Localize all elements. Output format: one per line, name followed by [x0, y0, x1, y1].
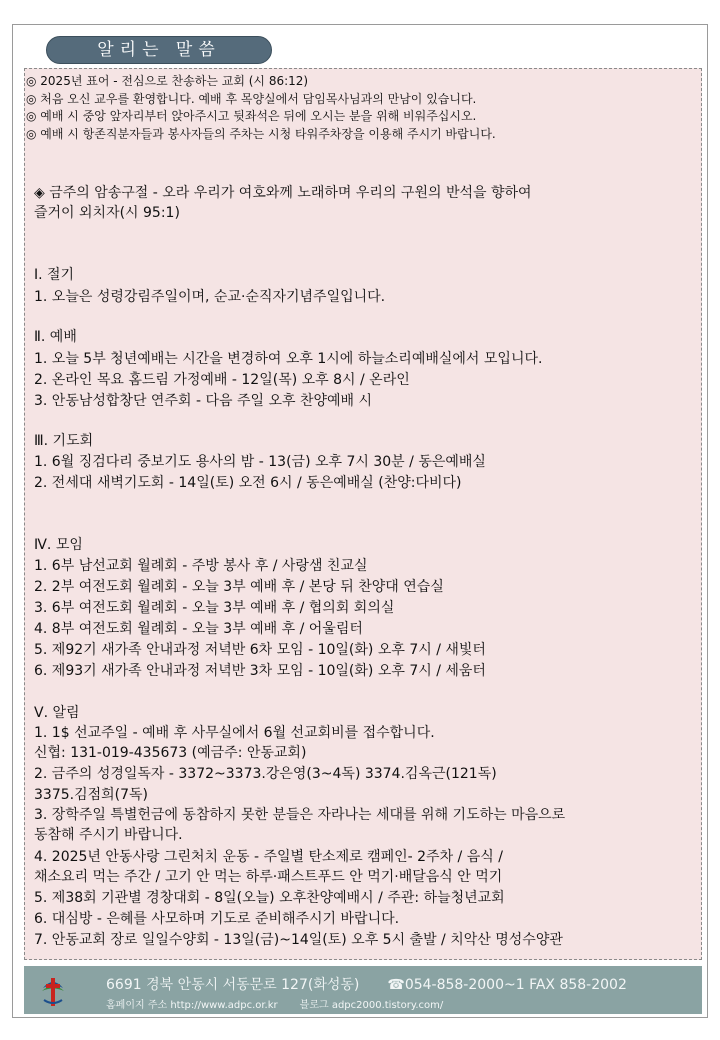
list-item: 1. 오늘은 성령강림주일이며, 순교·순직자기념주일입니다. [34, 289, 386, 305]
church-cross-logo-icon [40, 974, 66, 1012]
list-item-continuation: 동참해 주시기 바랍니다. [34, 827, 183, 843]
footer-address: 6691 경북 안동시 서동문로 127(화성동) [106, 977, 360, 993]
list-item: 5. 제92기 새가족 안내과정 저녁반 6차 모임 - 10일(화) 오후 7시 / 새빛터 [34, 642, 486, 658]
notice-motto: ◎ 2025년 표어 - 전심으로 찬송하는 교회 (시 86:12) [26, 74, 309, 88]
list-item: 3. 안동남성합창단 연주회 - 다음 주일 오후 찬양예배 시 [34, 393, 373, 409]
section-heading-prayer: Ⅲ. 기도회 [34, 433, 94, 449]
section-heading-meetings: Ⅳ. 모임 [34, 537, 83, 553]
list-item: 6. 대심방 - 은혜를 사모하며 기도로 준비해주시기 바랍니다. [34, 911, 400, 927]
memory-verse-line-1: ◈ 금주의 암송구절 - 오라 우리가 여호와께 노래하며 우리의 구원의 반석을 향하여 [34, 185, 532, 201]
section-heading-worship: Ⅱ. 예배 [34, 329, 77, 345]
list-item: 6. 제93기 새가족 안내과정 저녁반 3차 모임 - 10일(화) 오후 7시 / 세움터 [34, 663, 486, 679]
footer-contact-line [106, 974, 627, 994]
section-heading-announcements: Ⅴ. 알림 [34, 705, 80, 721]
list-item: 2. 2부 여전도회 월례회 - 오늘 3부 예배 후 / 본당 뒤 찬양대 연습실 [34, 579, 444, 595]
notice-parking: ◎ 예배 시 항존직분자들과 봉사자들의 주차는 시청 타워주차장을 이용해 주시기 바랍니다. [26, 127, 496, 141]
list-item: 1. 1$ 선교주일 - 예배 후 사무실에서 6월 선교회비를 접수합니다. [34, 725, 435, 741]
notice-welcome: ◎ 처음 오신 교우를 환영합니다. 예배 후 목양실에서 담임목사님과의 만남이 있습니다. [26, 92, 477, 106]
list-item: 2. 금주의 성경일독자 - 3372~3373.강은영(3~4독) 3374.김옥근(121독) [34, 766, 497, 782]
list-item: 3. 6부 여전도회 월례회 - 오늘 3부 예배 후 / 협의회 회의실 [34, 600, 395, 616]
footer-web-line [106, 996, 443, 1011]
footer-homepage-link[interactable]: 홈페이지 주소 http://www.adpc.or.kr [106, 1000, 278, 1011]
list-item: 2. 전세대 새벽기도회 - 14일(토) 오전 6시 / 동은예배실 (찬양:다비다) [34, 475, 462, 491]
section-title: 알리는 말씀 [46, 36, 272, 64]
notice-seating: ◎ 예배 시 중앙 앞자리부터 앉아주시고 뒷좌석은 뒤에 오시는 분을 위해 비워주십시오. [26, 109, 477, 123]
footer-bar [24, 966, 702, 1014]
list-item: 2. 온라인 목요 홈드림 가정예배 - 12일(목) 오후 8시 / 온라인 [34, 372, 410, 388]
list-item-continuation: 3375.김점희(7독) [34, 787, 149, 803]
memory-verse-line-2: 즐거이 외치자(시 95:1) [34, 205, 180, 221]
list-item-continuation: 신협: 131-019-435673 (예금주: 안동교회) [34, 745, 307, 761]
section-heading-festival: Ⅰ. 절기 [34, 267, 75, 283]
list-item: 1. 6부 남선교회 월례회 - 주방 봉사 후 / 사랑샘 친교실 [34, 558, 368, 574]
list-item-continuation: 채소요리 먹는 주간 / 고기 안 먹는 하루·패스트푸드 안 먹기·배달음식 안 먹기 [34, 869, 503, 885]
list-item: 1. 오늘 5부 청년예배는 시간을 변경하여 오후 1시에 하늘소리예배실에서 모입니다. [34, 351, 543, 367]
footer-phone: ☎054-858-2000~1 FAX 858-2002 [387, 977, 627, 993]
list-item: 7. 안동교회 장로 일일수양회 - 13일(금)~14일(토) 오후 5시 출발 / 치악산 명성수양관 [34, 932, 563, 948]
list-item: 3. 장학주일 특별헌금에 동참하지 못한 분들은 자라나는 세대를 위해 기도하는 마음으로 [34, 807, 566, 823]
list-item: 1. 6월 징검다리 중보기도 용사의 밤 - 13(금) 오후 7시 30분 / 동은예배실 [34, 454, 486, 470]
list-item: 4. 8부 여전도회 월례회 - 오늘 3부 예배 후 / 어울림터 [34, 621, 363, 637]
list-item: 5. 제38회 기관별 경창대회 - 8일(오늘) 오후찬양예배시 / 주관: 하늘청년교회 [34, 890, 505, 906]
footer-blog-link[interactable]: 블로그 adpc2000.tistory.com/ [299, 1000, 444, 1011]
list-item: 4. 2025년 안동사랑 그린처치 운동 - 주일별 탄소제로 캠페인- 2주차 / 음식 / [34, 849, 503, 865]
